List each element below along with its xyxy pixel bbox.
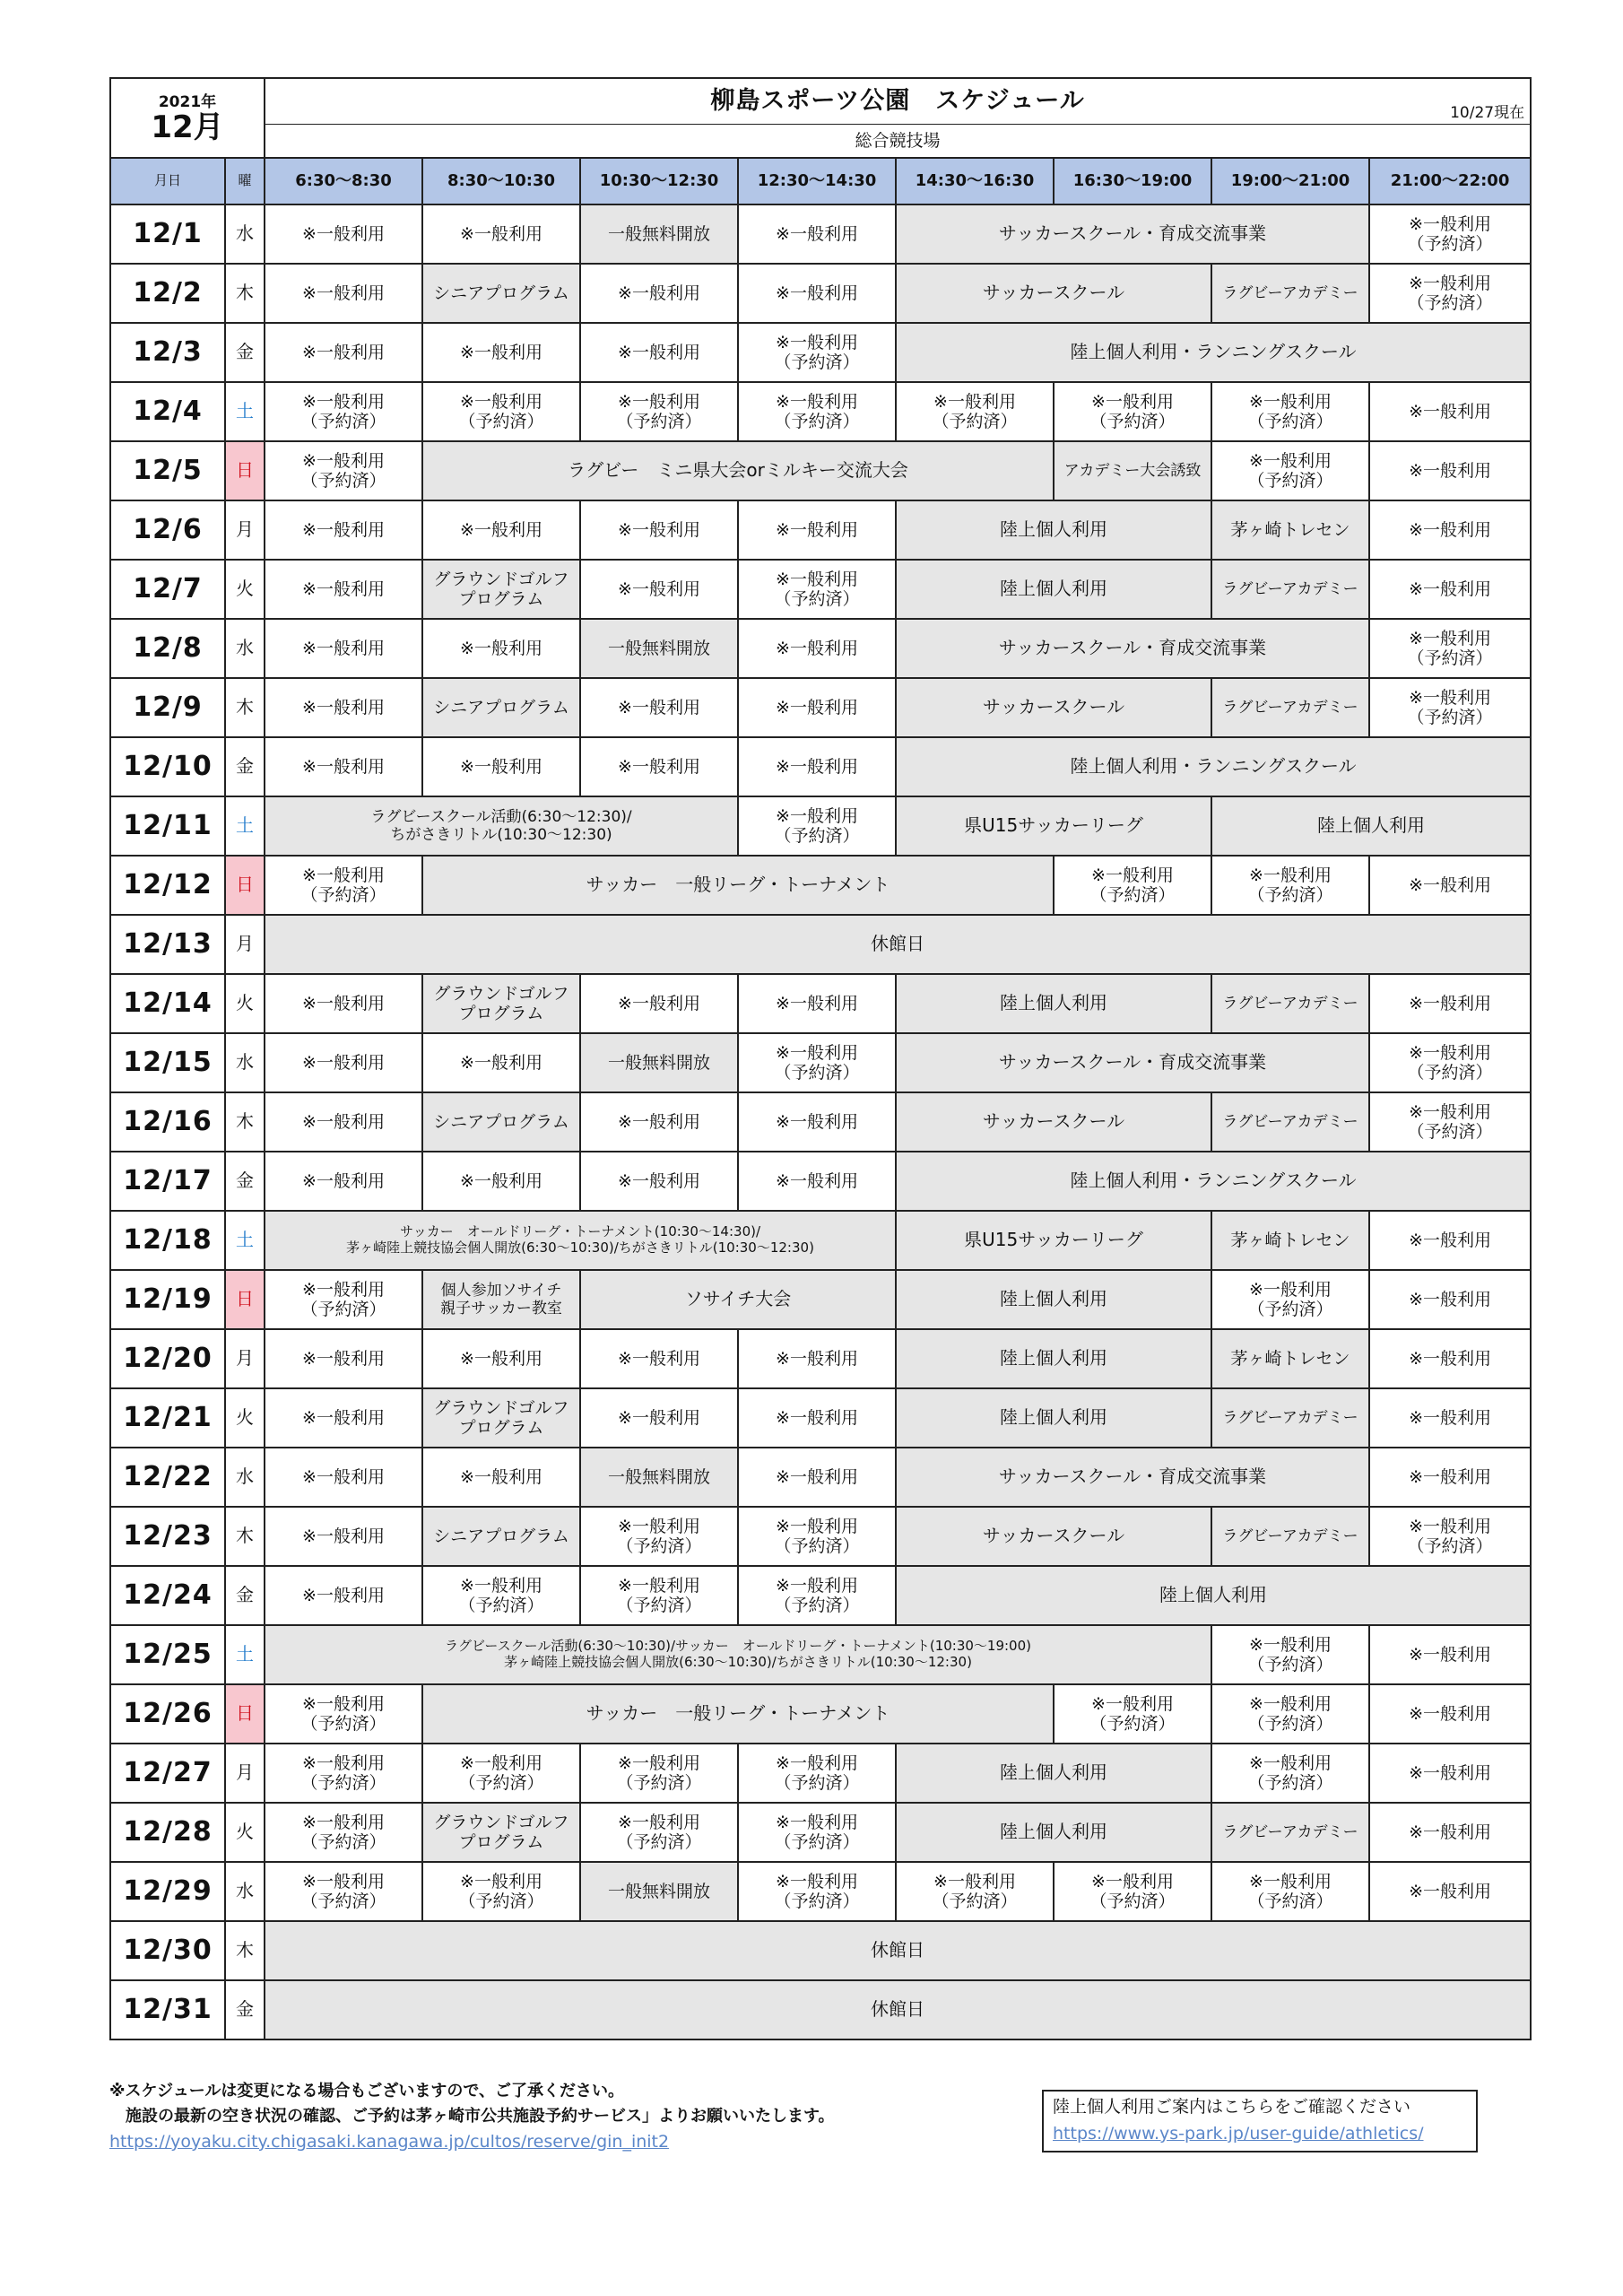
date-cell: 12/30 <box>110 1921 225 1980</box>
schedule-cell: ※一般利用 <box>738 737 896 796</box>
schedule-cell: ※一般利用 <box>1369 974 1531 1033</box>
date-cell: 12/16 <box>110 1092 225 1152</box>
schedule-cell: ※一般利用 （予約済） <box>580 1744 738 1803</box>
table-row <box>110 204 1531 264</box>
schedule-cell: シニアプログラム <box>422 1092 580 1152</box>
table-row <box>110 1744 1531 1803</box>
schedule-cell: ※一般利用 （予約済） <box>265 441 422 500</box>
table-row <box>110 796 1531 856</box>
schedule-cell: ※一般利用 （予約済） <box>1369 1033 1531 1092</box>
column-header-slot: 10:30〜12:30 <box>580 158 738 204</box>
schedule-cell: ※一般利用 （予約済） <box>1211 1625 1369 1684</box>
table-row <box>110 1211 1531 1270</box>
date-cell: 12/23 <box>110 1507 225 1566</box>
column-header-slot: 14:30〜16:30 <box>896 158 1054 204</box>
schedule-cell: サッカースクール・育成交流事業 <box>896 204 1369 264</box>
schedule-cell: ※一般利用 <box>1369 1744 1531 1803</box>
weekday-cell: 日 <box>225 856 265 915</box>
schedule-cell: 陸上個人利用 <box>896 500 1211 560</box>
schedule-cell: ※一般利用 （予約済） <box>738 1744 896 1803</box>
schedule-cell: ※一般利用 （予約済） <box>1211 856 1369 915</box>
schedule-cell: ※一般利用 （予約済） <box>580 382 738 441</box>
schedule-cell: ※一般利用 （予約済） <box>422 1566 580 1625</box>
schedule-cell: ラグビーアカデミー <box>1211 1092 1369 1152</box>
athletics-guide-link[interactable]: https://www.ys-park.jp/user-guide/athletics/ <box>1053 2124 1424 2144</box>
table-row <box>110 441 1531 500</box>
schedule-cell: 陸上個人利用 <box>896 1329 1211 1388</box>
schedule-cell: ラグビーアカデミー <box>1211 1388 1369 1448</box>
schedule-cell: 茅ヶ崎トレセン <box>1211 1211 1369 1270</box>
date-cell: 12/26 <box>110 1684 225 1744</box>
table-row <box>110 1684 1531 1744</box>
weekday-cell: 火 <box>225 1388 265 1448</box>
date-cell: 12/20 <box>110 1329 225 1388</box>
table-row <box>110 1625 1531 1684</box>
schedule-cell: ※一般利用 <box>738 1329 896 1388</box>
schedule-cell: ※一般利用 （予約済） <box>1211 1684 1369 1744</box>
year-month-cell <box>110 78 265 158</box>
schedule-cell: ※一般利用 （予約済） <box>738 382 896 441</box>
schedule-cell: ※一般利用 <box>422 1033 580 1092</box>
weekday-cell: 日 <box>225 1684 265 1744</box>
table-row <box>110 1566 1531 1625</box>
schedule-cell: ※一般利用 （予約済） <box>580 1566 738 1625</box>
schedule-cell: ※一般利用 <box>580 737 738 796</box>
schedule-cell: サッカースクール・育成交流事業 <box>896 1033 1369 1092</box>
weekday-cell: 金 <box>225 323 265 382</box>
schedule-cell: 陸上個人利用 <box>1211 796 1531 856</box>
schedule-cell: ※一般利用 （予約済） <box>422 1862 580 1921</box>
as-of-date: 10/27現在 <box>1450 103 1525 122</box>
table-row <box>110 1803 1531 1862</box>
table-row <box>110 1921 1531 1980</box>
schedule-cell: ラグビーアカデミー <box>1211 264 1369 323</box>
schedule-cell: ※一般利用 （予約済） <box>738 1803 896 1862</box>
column-header-date: 月日 <box>110 158 225 204</box>
table-row <box>110 1033 1531 1092</box>
schedule-cell: ※一般利用 <box>1369 1625 1531 1684</box>
weekday-cell: 火 <box>225 974 265 1033</box>
table-row <box>110 1329 1531 1388</box>
column-header-dow: 曜 <box>225 158 265 204</box>
schedule-cell: サッカースクール <box>896 1507 1211 1566</box>
page-title: 柳島スポーツ公園 スケジュール <box>710 87 1085 116</box>
table-row <box>110 856 1531 915</box>
schedule-cell: サッカースクール・育成交流事業 <box>896 1448 1369 1507</box>
schedule-cell: ※一般利用 （予約済） <box>422 382 580 441</box>
schedule-cell: 陸上個人利用 <box>896 560 1211 619</box>
schedule-cell: ※一般利用 <box>738 974 896 1033</box>
schedule-cell: ※一般利用 <box>422 1152 580 1211</box>
schedule-cell: サッカースクール・育成交流事業 <box>896 619 1369 678</box>
schedule-cell: ラグビーアカデミー <box>1211 678 1369 737</box>
table-row <box>110 1507 1531 1566</box>
column-header-slot: 16:30〜19:00 <box>1054 158 1211 204</box>
schedule-cell: ※一般利用 <box>580 974 738 1033</box>
schedule-cell: 休館日 <box>265 1980 1531 2039</box>
schedule-cell: ※一般利用 （予約済） <box>738 796 896 856</box>
weekday-cell: 金 <box>225 737 265 796</box>
weekday-cell: 水 <box>225 619 265 678</box>
column-header-slot: 12:30〜14:30 <box>738 158 896 204</box>
table-row <box>110 560 1531 619</box>
schedule-cell: ※一般利用 （予約済） <box>1211 1862 1369 1921</box>
schedule-cell: ※一般利用 （予約済） <box>265 856 422 915</box>
schedule-cell: 陸上個人利用 <box>896 1803 1211 1862</box>
table-row <box>110 1388 1531 1448</box>
schedule-cell: ※一般利用 <box>1369 1448 1531 1507</box>
date-cell: 12/17 <box>110 1152 225 1211</box>
schedule-cell: ※一般利用 <box>265 1566 422 1625</box>
date-cell: 12/25 <box>110 1625 225 1684</box>
weekday-cell: 木 <box>225 1921 265 1980</box>
schedule-cell: ソサイチ大会 <box>580 1270 896 1329</box>
year-label: 2021年 <box>158 93 217 112</box>
weekday-cell: 土 <box>225 382 265 441</box>
schedule-cell: アカデミー大会誘致 <box>1054 441 1211 500</box>
schedule-cell: ※一般利用 （予約済） <box>896 382 1054 441</box>
schedule-cell: ※一般利用 <box>738 1092 896 1152</box>
weekday-cell: 土 <box>225 1625 265 1684</box>
schedule-cell: ※一般利用 （予約済） <box>1369 619 1531 678</box>
schedule-sheet <box>109 77 1530 2040</box>
schedule-cell: 陸上個人利用・ランニングスクール <box>896 1152 1531 1211</box>
schedule-cell: ※一般利用 <box>1369 1388 1531 1448</box>
schedule-cell: ※一般利用 （予約済） <box>738 560 896 619</box>
date-cell: 12/11 <box>110 796 225 856</box>
schedule-cell: ※一般利用 （予約済） <box>265 1862 422 1921</box>
date-cell: 12/3 <box>110 323 225 382</box>
schedule-cell: ※一般利用 （予約済） <box>1211 382 1369 441</box>
table-row <box>110 323 1531 382</box>
schedule-cell: 一般無料開放 <box>580 1862 738 1921</box>
table-row <box>110 1862 1531 1921</box>
schedule-cell: ※一般利用 <box>738 500 896 560</box>
date-cell: 12/28 <box>110 1803 225 1862</box>
schedule-cell: ※一般利用 （予約済） <box>896 1862 1054 1921</box>
schedule-cell: 一般無料開放 <box>580 204 738 264</box>
weekday-cell: 月 <box>225 1744 265 1803</box>
schedule-cell: ※一般利用 <box>422 323 580 382</box>
schedule-cell: ※一般利用 （予約済） <box>265 1270 422 1329</box>
schedule-cell: 陸上個人利用 <box>896 974 1211 1033</box>
schedule-cell: ※一般利用 <box>265 264 422 323</box>
schedule-cell: 県U15サッカーリーグ <box>896 796 1211 856</box>
table-row <box>110 619 1531 678</box>
date-cell: 12/14 <box>110 974 225 1033</box>
weekday-cell: 日 <box>225 441 265 500</box>
note-reservation: 施設の最新の空き状況の確認、ご予約は茅ヶ崎市公共施設予約サービス」よりお願いいたします。 <box>126 2107 835 2126</box>
athletics-guide-text: 陸上個人利用ご案内はこちらをご確認ください <box>1053 2097 1411 2117</box>
schedule-cell: サッカースクール <box>896 1092 1211 1152</box>
schedule-cell: グラウンドゴルフ プログラム <box>422 974 580 1033</box>
table-row <box>110 915 1531 974</box>
schedule-cell: ※一般利用 <box>1369 560 1531 619</box>
schedule-cell: グラウンドゴルフ プログラム <box>422 560 580 619</box>
schedule-cell: ※一般利用 <box>265 560 422 619</box>
schedule-cell: ※一般利用 （予約済） <box>738 1862 896 1921</box>
schedule-cell: ※一般利用 <box>738 678 896 737</box>
schedule-cell: ラグビーアカデミー <box>1211 1803 1369 1862</box>
schedule-cell: ※一般利用 （予約済） <box>1054 1684 1211 1744</box>
weekday-cell: 金 <box>225 1566 265 1625</box>
weekday-cell: 金 <box>225 1980 265 2039</box>
date-cell: 12/24 <box>110 1566 225 1625</box>
date-cell: 12/31 <box>110 1980 225 2039</box>
schedule-cell: ※一般利用 （予約済） <box>422 1744 580 1803</box>
schedule-cell: ※一般利用 （予約済） <box>1369 678 1531 737</box>
date-cell: 12/10 <box>110 737 225 796</box>
schedule-cell: ラグビー ミニ県大会orミルキー交流大会 <box>422 441 1054 500</box>
date-cell: 12/7 <box>110 560 225 619</box>
schedule-table <box>109 77 1532 2040</box>
schedule-cell: ※一般利用 （予約済） <box>1054 382 1211 441</box>
table-row <box>110 500 1531 560</box>
schedule-cell: ※一般利用 （予約済） <box>738 1507 896 1566</box>
schedule-cell: ※一般利用 <box>580 1388 738 1448</box>
date-cell: 12/19 <box>110 1270 225 1329</box>
weekday-cell: 木 <box>225 264 265 323</box>
weekday-cell: 月 <box>225 1329 265 1388</box>
column-header-slot: 21:00〜22:00 <box>1369 158 1531 204</box>
date-cell: 12/22 <box>110 1448 225 1507</box>
schedule-cell: ※一般利用 <box>1369 1862 1531 1921</box>
schedule-cell: ※一般利用 <box>265 678 422 737</box>
column-header-row <box>110 158 1531 204</box>
schedule-cell: 休館日 <box>265 1921 1531 1980</box>
date-cell: 12/18 <box>110 1211 225 1270</box>
schedule-cell: ※一般利用 <box>580 500 738 560</box>
month-label: 12月 <box>151 109 224 145</box>
schedule-cell: ※一般利用 （予約済） <box>580 1803 738 1862</box>
schedule-cell: ※一般利用 <box>422 619 580 678</box>
schedule-cell: ※一般利用 <box>1369 500 1531 560</box>
schedule-cell: ※一般利用 （予約済） <box>1211 441 1369 500</box>
schedule-cell: ※一般利用 <box>265 619 422 678</box>
schedule-cell: ※一般利用 <box>265 323 422 382</box>
schedule-cell: ※一般利用 （予約済） <box>265 1684 422 1744</box>
table-row <box>110 264 1531 323</box>
weekday-cell: 水 <box>225 1033 265 1092</box>
schedule-cell: ※一般利用 <box>580 264 738 323</box>
schedule-cell: ※一般利用 <box>738 204 896 264</box>
schedule-cell: ※一般利用 <box>738 1388 896 1448</box>
schedule-cell: 陸上個人利用 <box>896 1566 1531 1625</box>
schedule-cell: ※一般利用 （予約済） <box>738 1566 896 1625</box>
weekday-cell: 土 <box>225 1211 265 1270</box>
schedule-cell: ※一般利用 （予約済） <box>738 1033 896 1092</box>
schedule-cell: シニアプログラム <box>422 1507 580 1566</box>
weekday-cell: 火 <box>225 1803 265 1862</box>
schedule-cell: ※一般利用 <box>422 1448 580 1507</box>
schedule-cell: ※一般利用 （予約済） <box>1369 1092 1531 1152</box>
table-row <box>110 1448 1531 1507</box>
schedule-cell: ※一般利用 <box>580 1329 738 1388</box>
schedule-cell: ※一般利用 <box>738 619 896 678</box>
date-cell: 12/27 <box>110 1744 225 1803</box>
schedule-cell: ※一般利用 <box>422 204 580 264</box>
schedule-cell: ※一般利用 <box>265 1152 422 1211</box>
date-cell: 12/13 <box>110 915 225 974</box>
date-cell: 12/2 <box>110 264 225 323</box>
schedule-cell: 陸上個人利用 <box>896 1270 1211 1329</box>
schedule-cell: 県U15サッカーリーグ <box>896 1211 1211 1270</box>
date-cell: 12/1 <box>110 204 225 264</box>
weekday-cell: 月 <box>225 915 265 974</box>
weekday-cell: 水 <box>225 1862 265 1921</box>
schedule-cell: サッカースクール <box>896 678 1211 737</box>
weekday-cell: 土 <box>225 796 265 856</box>
venue-label: 総合競技場 <box>265 125 1531 159</box>
schedule-cell: ※一般利用 （予約済） <box>580 1507 738 1566</box>
schedule-cell: 個人参加ソサイチ 親子サッカー教室 <box>422 1270 580 1329</box>
schedule-cell: シニアプログラム <box>422 264 580 323</box>
schedule-cell: サッカー オールドリーグ・トーナメント(10:30〜14:30)/ 茅ヶ崎陸上競技協会個人開放(6:30〜10:30)/ちがさきリトル(10:30〜12:30) <box>265 1211 896 1270</box>
date-cell: 12/21 <box>110 1388 225 1448</box>
column-header-slot: 8:30〜10:30 <box>422 158 580 204</box>
date-cell: 12/9 <box>110 678 225 737</box>
schedule-cell: ※一般利用 <box>1369 1211 1531 1270</box>
table-row <box>110 974 1531 1033</box>
date-cell: 12/15 <box>110 1033 225 1092</box>
schedule-cell: 陸上個人利用 <box>896 1744 1211 1803</box>
schedule-cell: 陸上個人利用・ランニングスクール <box>896 323 1531 382</box>
schedule-cell: ※一般利用 <box>1369 1329 1531 1388</box>
weekday-cell: 月 <box>225 500 265 560</box>
date-cell: 12/5 <box>110 441 225 500</box>
schedule-cell: ※一般利用 <box>580 1152 738 1211</box>
schedule-cell: ※一般利用 <box>1369 1803 1531 1862</box>
schedule-cell: ※一般利用 <box>580 560 738 619</box>
schedule-cell: 一般無料開放 <box>580 619 738 678</box>
schedule-cell: ラグビーアカデミー <box>1211 1507 1369 1566</box>
schedule-cell: サッカー 一般リーグ・トーナメント <box>422 1684 1054 1744</box>
table-row <box>110 382 1531 441</box>
table-row <box>110 678 1531 737</box>
date-cell: 12/4 <box>110 382 225 441</box>
weekday-cell: 日 <box>225 1270 265 1329</box>
schedule-cell: ※一般利用 <box>1369 1684 1531 1744</box>
date-cell: 12/29 <box>110 1862 225 1921</box>
table-row <box>110 1152 1531 1211</box>
schedule-cell: ※一般利用 <box>265 737 422 796</box>
schedule-cell: ※一般利用 <box>265 1388 422 1448</box>
column-header-slot: 19:00〜21:00 <box>1211 158 1369 204</box>
schedule-cell: ※一般利用 （予約済） <box>738 323 896 382</box>
schedule-cell: ※一般利用 <box>1369 1270 1531 1329</box>
footer-notes <box>109 2079 1006 2154</box>
schedule-cell: ※一般利用 <box>1369 382 1531 441</box>
schedule-cell: ※一般利用 <box>422 737 580 796</box>
schedule-cell: ※一般利用 <box>265 1507 422 1566</box>
reservation-link[interactable]: https://yoyaku.city.chigasaki.kanagawa.jp/cultos/reserve/gin_init2 <box>109 2132 670 2152</box>
schedule-cell: 茅ヶ崎トレセン <box>1211 1329 1369 1388</box>
schedule-cell: ※一般利用 <box>265 500 422 560</box>
schedule-cell: 一般無料開放 <box>580 1448 738 1507</box>
athletics-guide-box <box>1042 2090 1478 2152</box>
table-row <box>110 1092 1531 1152</box>
schedule-cell: サッカースクール <box>896 264 1211 323</box>
schedule-cell: 一般無料開放 <box>580 1033 738 1092</box>
date-cell: 12/12 <box>110 856 225 915</box>
schedule-cell: ラグビーアカデミー <box>1211 974 1369 1033</box>
schedule-cell: ※一般利用 （予約済） <box>265 1803 422 1862</box>
note-change-warning: ※スケジュールは変更になる場合もございますので、ご了承ください。 <box>109 2082 625 2100</box>
schedule-cell: ※一般利用 <box>738 1152 896 1211</box>
schedule-cell: 陸上個人利用 <box>896 1388 1211 1448</box>
schedule-cell: 茅ヶ崎トレセン <box>1211 500 1369 560</box>
table-row <box>110 737 1531 796</box>
schedule-cell: ※一般利用 <box>738 264 896 323</box>
schedule-cell: ※一般利用 （予約済） <box>265 1744 422 1803</box>
schedule-cell: ラグビースクール活動(6:30〜10:30)/サッカー オールドリーグ・トーナメント(10:30〜19:00) 茅ヶ崎陸上競技協会個人開放(6:30〜10:30)/ちがさきリトル(10:30〜12:30) <box>265 1625 1211 1684</box>
date-cell: 12/6 <box>110 500 225 560</box>
schedule-cell: ※一般利用 （予約済） <box>1054 1862 1211 1921</box>
schedule-cell: ※一般利用 <box>1369 441 1531 500</box>
schedule-cell: ※一般利用 <box>265 1329 422 1388</box>
weekday-cell: 水 <box>225 204 265 264</box>
weekday-cell: 木 <box>225 1507 265 1566</box>
schedule-body <box>110 204 1531 2039</box>
schedule-cell: ※一般利用 （予約済） <box>1211 1270 1369 1329</box>
schedule-cell: ※一般利用 （予約済） <box>1369 204 1531 264</box>
schedule-cell: 陸上個人利用・ランニングスクール <box>896 737 1531 796</box>
schedule-cell: ※一般利用 <box>265 204 422 264</box>
schedule-cell: グラウンドゴルフ プログラム <box>422 1388 580 1448</box>
schedule-cell: ※一般利用 <box>265 1092 422 1152</box>
schedule-cell: ※一般利用 （予約済） <box>1054 856 1211 915</box>
weekday-cell: 火 <box>225 560 265 619</box>
date-cell: 12/8 <box>110 619 225 678</box>
weekday-cell: 水 <box>225 1448 265 1507</box>
schedule-cell: 休館日 <box>265 915 1531 974</box>
schedule-cell: ※一般利用 （予約済） <box>1211 1744 1369 1803</box>
schedule-cell: シニアプログラム <box>422 678 580 737</box>
schedule-cell: サッカー 一般リーグ・トーナメント <box>422 856 1054 915</box>
weekday-cell: 木 <box>225 1092 265 1152</box>
schedule-cell: ※一般利用 <box>422 500 580 560</box>
column-header-slot: 6:30〜8:30 <box>265 158 422 204</box>
schedule-cell: ※一般利用 （予約済） <box>1369 264 1531 323</box>
schedule-cell: ラグビーアカデミー <box>1211 560 1369 619</box>
schedule-cell: ※一般利用 <box>1369 856 1531 915</box>
weekday-cell: 木 <box>225 678 265 737</box>
schedule-cell: ※一般利用 （予約済） <box>1369 1507 1531 1566</box>
weekday-cell: 金 <box>225 1152 265 1211</box>
title-cell <box>265 78 1531 125</box>
schedule-cell: ※一般利用 <box>422 1329 580 1388</box>
schedule-cell: ※一般利用 <box>580 1092 738 1152</box>
schedule-cell: ※一般利用 <box>265 1033 422 1092</box>
schedule-cell: ※一般利用 <box>265 1448 422 1507</box>
schedule-cell: ※一般利用 <box>580 323 738 382</box>
table-row <box>110 1980 1531 2039</box>
schedule-cell: ラグビースクール活動(6:30〜12:30)/ ちがさきリトル(10:30〜12:30) <box>265 796 738 856</box>
schedule-cell: ※一般利用 <box>580 678 738 737</box>
schedule-cell: ※一般利用 （予約済） <box>265 382 422 441</box>
table-row <box>110 1270 1531 1329</box>
schedule-cell: グラウンドゴルフ プログラム <box>422 1803 580 1862</box>
schedule-cell: ※一般利用 <box>265 974 422 1033</box>
schedule-cell: ※一般利用 <box>738 1448 896 1507</box>
